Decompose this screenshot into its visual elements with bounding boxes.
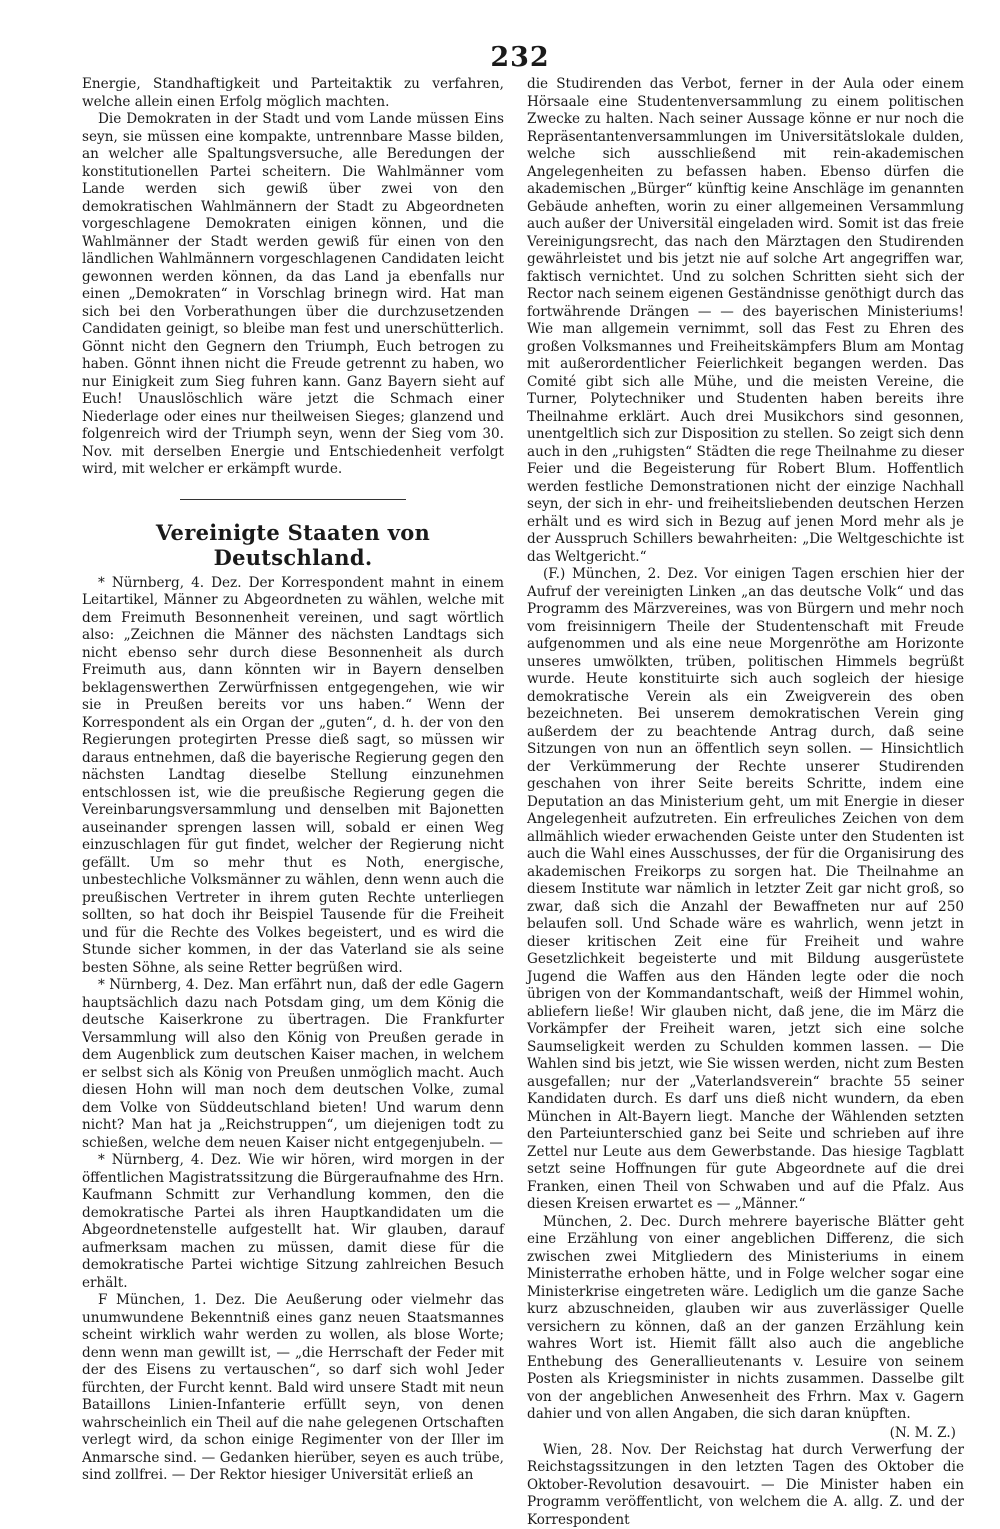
section-divider — [180, 499, 406, 500]
right-column — [527, 76, 964, 1529]
article-paragraph: * Nürnberg, 4. Dez. Man erfährt nun, daß der edle Gagern hauptsächlich dazu nach Potsdam ging, um dem König die deutsche Kaiserkrone zu übertragen. Die Frankfurter Versammlung will also den König von Preußen gerade in dem Augenblick zum deutschen Kaiser machen, in welchem er selbst sich als König von Preußen unmöglich macht. Auch diesen Hohn will man noch dem deutschen Volke, zumal dem Volke von Süddeutschland bieten! Und warum denn nicht? Man hat ja „Reichstruppen“, um diejenigen todt zu schießen, welche dem neuen Kaiser nicht entgegenjubeln. — — [82, 977, 504, 1152]
article-paragraph: die Studirenden das Verbot, ferner in der Aula oder einem Hörsaale eine Studentenversammlung zu einem politischen Zwecke zu halten. Nach seiner Aussage könne er nur noch die Repräsentantenversammlungen im Universitätslokale dulden, welche sich ausschließend mit rein-akademischen Angelegenheiten zu befassen haben. Ebenso dürfen die akademischen „Bürger“ künftig keine Anschläge im genannten Gebäude anheften, worin zu einer allgemeinen Versammlung auch außer der Universitäl eingeladen wird. Somit ist das freie Vereinigungsrecht, das nach den Märztagen den Studirenden gewährleistet und bis jetzt nie auf solche Art angegriffen war, faktisch vernichtet. Und zu solchen Schritten sieht sich der Rector nach seinem eigenen Geständnisse genöthigt durch das fortwährende Drängen — — des bayerischen Ministeriums! Wie man allgemein vernimmt, soll das Fest zu Ehren des großen Volksmannes und Freiheitskämpfers Blum am Montag mit außerordentlicher Feierlichkeit begangen werden. Das Comité gibt sich alle Mühe, und die meisten Vereine, die Turner, Polytechniker und Studenten haben bereits ihre Theilnahme erklärt. Auch drei Musikchors sind gesonnen, unentgeltlich sich zur Disposition zu stellen. So zeigt sich denn auch in den „ruhigsten“ Städten die rege Theilnahme zu dieser Feier und die Begeisterung für Robert Blum. Hoffentlich werden festliche Demonstrationen nicht der einzige Nachhall seyn, der sich in ehr- und freiheitsliebenden deutschen Herzen erhält und es wird sich in Bezug auf jenen Mord mehr als je der Ausspruch Schillers bewahrheiten: „Die Weltgeschichte ist das Weltgericht.“ — [527, 76, 964, 566]
article-paragraph: * Nürnberg, 4. Dez. Wie wir hören, wird morgen in der öffentlichen Magistratssitzung die Bürgeraufnahme des Hrn. Kaufmann Schmitt zur Verhandlung kommen, den die demokratische Partei als ihren Hauptkandidaten um die Abgeordnetenstelle aufgestellt hat. Wir glauben, darauf aufmerksam machen zu müssen, damit diese für die demokratische Partei wichtige Sitzung zahlreichen Besuch erhält. — [82, 1152, 504, 1292]
article-paragraph: F München, 1. Dez. Die Aeußerung oder vielmehr das unumwundene Bekenntniß eines ganz neuen Staatsmannes scheint wirklich wahr werden zu wollen, als blose Worte; denn wenn man gewillt ist, — „die Herrschaft der Feder mit der des Eisens zu vertauschen“, so darf sich wohl Jeder fürchten, der Furcht kennt. Bald wird unsere Stadt mit neun Bataillons Linien-Infanterie erfüllt seyn, von denen wahrscheinlich ein Theil auf die nahe gelegenen Ortschaften verlegt wird, da schon einige Regimenter von der Iller im Anmarsche sind. — Gedanken hierüber, seyen es auch trübe, sind zollfrei. — Der Rektor hiesiger Universität erließ an — [82, 1292, 504, 1485]
page-number: 232 — [480, 42, 560, 73]
intro-paragraph: Die Demokraten in der Stadt und vom Lande müssen Eins seyn, sie müssen eine kompakte, untrennbare Masse bilden, an welcher alle Spaltungsversuche, alle Beredungen der konstitutionellen Partei scheitern. Die Wahlmänner vom Lande werden sich gewiß über zwei von den demokratischen Wahlmännern der Stadt zu Abgeordneten vorgeschlagene Demokraten einigen können, und die Wahlmänner der Stadt werden gewiß für einen von den ländlichen Wahlmännern vorgeschlagenen Candidaten leicht gewonnen werden können, da das Land ja ebenfalls nur einen „Demokraten“ in Vorschlag brinegn wird. Hat man sich bei den Vorberathungen über die durchzusetzenden Candidaten geinigt, so bleibe man fest und unerschütterlich. Gönnt nicht den Gegnern den Triumph, Euch betrogen zu haben. Gönnt ihnen nicht die Freude getrennt zu haben, wo nur Einigkeit zum Sieg fuhren kann. Ganz Bayern sieht auf Euch! Unauslöschlich wäre jetzt die Schmach einer Niederlage oder eines nur theilweisen Sieges; glanzend und folgenreich wird der Triumph seyn, wenn der Sieg vom 30. Nov. mit derselben Energie und Entschiedenheit verfolgt wird, mit welcher er erkämpft wurde. — [82, 111, 504, 479]
article-paragraph: München, 2. Dec. Durch mehrere bayerische Blätter geht eine Erzählung von einer angeblichen Differenz, die sich zwischen zwei Mitgliedern des Ministeriums in einem Ministerrathe erhoben hätte, und in Folge welcher sogar eine Ministerkrise eingetreten wäre. Lediglich um die ganze Sache kurz abzuschneiden, glauben wir aus zuverlässiger Quelle versichern zu können, daß an der ganzen Erzählung kein wahres Wort ist. Hiemit fällt also auch die angebliche Enthebung des Generallieutenants v. Lesuire von seinem Posten als Kriegsminister in nichts zusammen. Dasselbe gilt von der angeblichen Anwesenheit des Frhrn. Max v. Gagern dahier und von allen Angaben, die sich daran knüpften. — [527, 1214, 964, 1424]
section-heading: Vereinigte Staaten von Deutschland. — [82, 520, 504, 570]
article-paragraph: (F.) München, 2. Dez. Vor einigen Tagen erschien hier der Aufruf der vereinigten Linken „an das deutsche Volk“ und das Programm des Märzvereines, was von Bürgern und mehr noch vom freisinnigern Theile der Studentenschaft mit Freude aufgenommen und als eine neue Morgenröthe am Horizonte unseres umwölkten, trüben, politischen Himmels begrüßt wurde. Heute konstituirte sich auch sogleich der hiesige demokratische Verein als ein Zweigverein des oben bezeichneten. Bei unserem demokratischen Verein ging außerdem der zu beachtende Antrag durch, daß seine Sitzungen von nun an öffentlich seyn sollen. — Hinsichtlich der Verkümmerung der Rechte unserer Studirenden geschahen von ihrer Seite bereits Schritte, indem eine Deputation an das Ministerium geht, um mit Energie in dieser Angelegenheit aufzutreten. Ein erfreuliches Zeichen von dem allmählich wieder erwachenden Geiste unter den Studenten ist auch die Wahl eines Ausschusses, der für die Organisirung des akademischen Freikorps zu sorgen hat. Die Theilnahme an diesem Institute war nämlich in letzter Zeit gar nicht groß, so zwar, daß sich die Anzahl der Bewaffneten nur auf 250 belaufen soll. Und Schade wäre es wahrlich, wenn jetzt in dieser kritischen Zeit eine für Freiheit und wahre Gesetzlichkeit begeisterte und mit Bildung ausgerüstete Jugend die Waffen aus den Händen legte oder die noch übrigen von der Kommandantschaft, weiß der Himmel wohin, abliefern ließe! Wir glauben nicht, daß jene, die im März die Vorkämpfer der Freiheit waren, jetzt sich eine solche Saumseligkeit werden zu Schulden kommen lassen. — Die Wahlen sind bis jetzt, wie Sie wissen werden, nicht zum Besten ausgefallen; nur der „Vaterlandsverein“ brachte 55 seiner Kandidaten durch. Es darf uns dieß nicht wundern, da eben München in Alt-Bayern liegt. Manche der Wählenden setzten den Parteiunterschied ganz bei Seite und schrieben auf ihre Zettel nur Leute aus dem Gewerbstande. Das hiesige Tagblatt setzt seine Hoffnungen für gute Abgeordnete auf die drei Franken, einen Theil von Schwaben und auf die Pfalz. Aus diesen Kreisen erwartet es — „Männer.“ — [527, 566, 964, 1214]
source-signature: (N. M. Z.) — [527, 1424, 964, 1442]
article-paragraph: * Nürnberg, 4. Dez. Der Korrespondent mahnt in einem Leitartikel, Männer zu Abgeordneten zu wählen, welche mit dem Freimuth Besonnenheit vereinen, und sagt wörtlich also: „Zeichnen die Männer des nächsten Landtags sich nicht ebenso sehr durch diese Besonnenheit als durch Freimuth aus, dann könnten wir in Bayern denselben beklagenswerthen Zerwürfnissen entgegengehen, wie wir sie in Preußen bereits vor uns haben.“ Wenn der Korrespondent als ein Organ der „guten“, d. h. der von den Regierungen protegirten Presse dieß sagt, so müssen wir daraus entnehmen, daß die bayerische Regierung gegen den nächsten Landtag dieselbe Stellung einzunehmen entschlossen ist, wie die preußische Regierung gegen die Vereinbarungsversammlung und denselben mit Bajonetten auseinander sprengen lassen will, sobald er einen Weg einzuschlagen für gut findet, welcher der Regierung nicht gefällt. Um so mehr thut es Noth, energische, unbestechliche Volksmänner zu wählen, denn wenn auch die preußischen Vertreter in ihrem guten Rechte unterliegen sollten, so hat doch ihr Beispiel Tausende für die Freiheit und für die Rechte des Volkes begeistert, und es wird die Stunde sicher kommen, in der das Vaterland sie als seine besten Söhne, als seine Retter begrüßen wird. — [82, 575, 504, 978]
left-column — [82, 76, 504, 1485]
article-paragraph: Wien, 28. Nov. Der Reichstag hat durch Verwerfung der Reichstagssitzungen in den letzten Tagen des Oktober die Oktober-Revolution desavouirt. — Die Minister haben ein Programm veröffentlicht, von welchem die A. allg. Z. und der Korrespondent — [527, 1442, 964, 1529]
intro-paragraph: Energie, Standhaftigkeit und Parteitaktik zu verfahren, welche allein einen Erfolg möglich machten. — [82, 76, 504, 111]
